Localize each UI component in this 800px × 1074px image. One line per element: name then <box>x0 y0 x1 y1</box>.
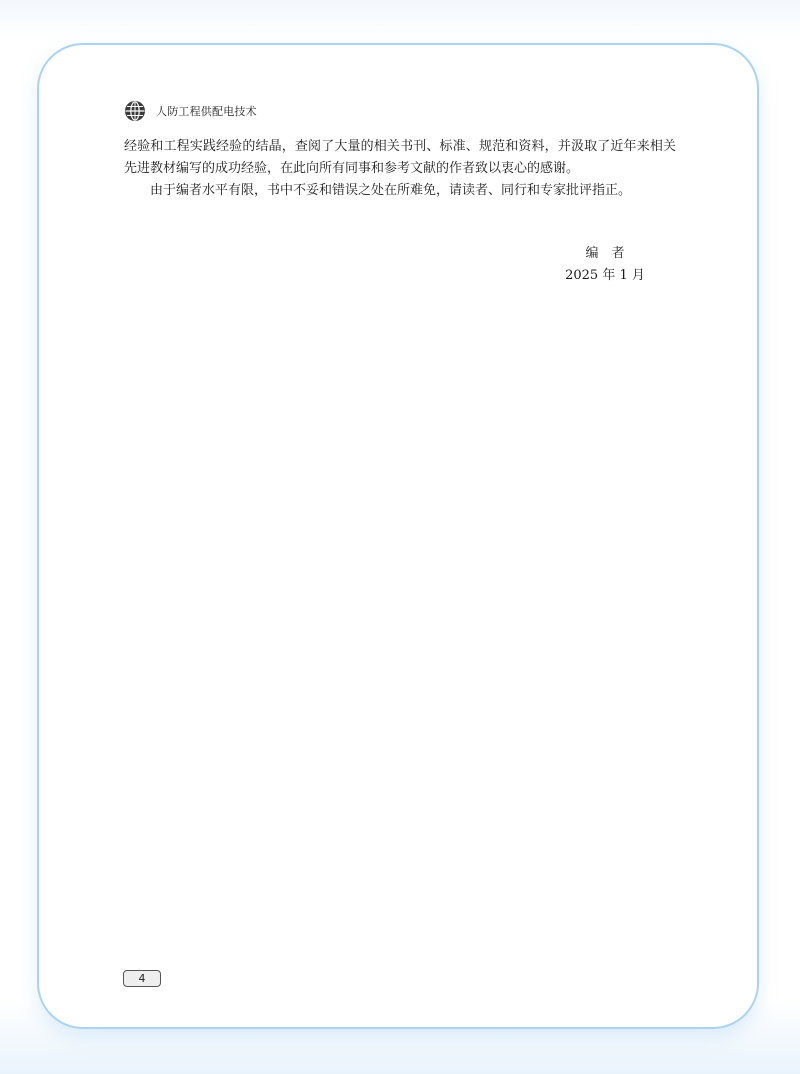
page-number: 4 <box>123 970 161 987</box>
book-title: 人防工程供配电技术 <box>156 105 257 118</box>
body-text <box>124 136 676 202</box>
signature-author: 编 者 <box>585 246 625 261</box>
paragraph: 由于编者水平有限，书中不妥和错误之处在所难免，请读者、同行和专家批评指正。 <box>150 183 632 198</box>
globe-icon <box>124 100 146 122</box>
running-header <box>124 100 257 122</box>
signature-block <box>540 243 670 287</box>
paragraph: 经验和工程实践经验的结晶，查阅了大量的相关书刊、标准、规范和资料，并汲取了近年来相关先进教材编写的成功经验，在此向所有同事和参考文献的作者致以衷心的感谢。 <box>124 139 676 176</box>
signature-date: 2025 年 1 月 <box>565 268 645 283</box>
